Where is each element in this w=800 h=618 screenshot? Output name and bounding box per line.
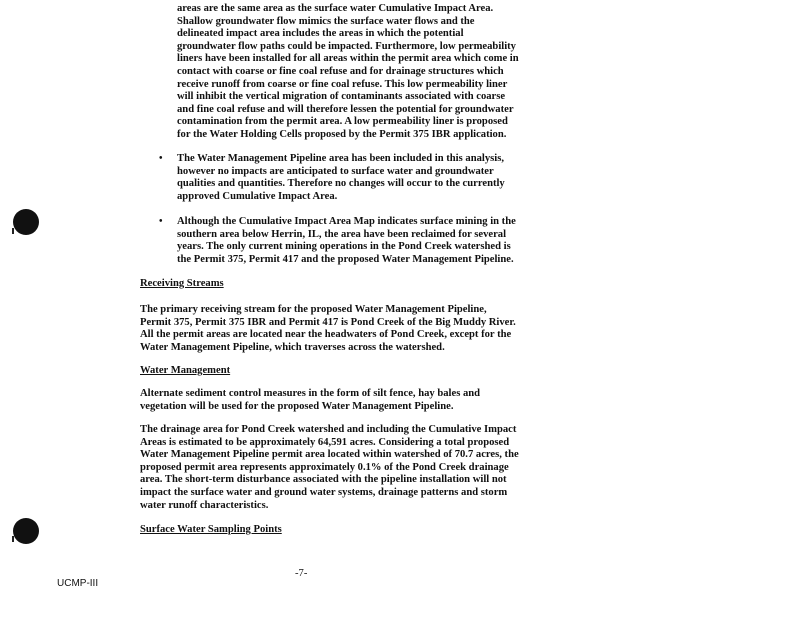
text-line: groundwater flow paths could be impacted. Furthermore, low permeability bbox=[177, 40, 516, 52]
water-management-paragraph-2 bbox=[140, 424, 519, 512]
bullet-marker: • bbox=[159, 153, 163, 164]
text-line: water runoff characteristics. bbox=[140, 499, 269, 511]
receiving-streams-heading: Receiving Streams bbox=[140, 278, 224, 289]
text-line: areas are the same area as the surface water Cumulative Impact Area. bbox=[177, 3, 494, 14]
text-line: Water Management Pipeline, which traverses across the watershed. bbox=[140, 341, 445, 353]
text-line: liners have been installed for all areas within the permit area which come in bbox=[177, 53, 519, 65]
punch-hole-bottom bbox=[13, 518, 39, 544]
text-line: proposed permit area represents approximately 0.1% of the Pond Creek drainage bbox=[140, 461, 509, 473]
intro-paragraph bbox=[177, 3, 519, 142]
receiving-streams-paragraph bbox=[140, 304, 516, 354]
text-line: impact the surface water and ground water systems, drainage patterns and storm bbox=[140, 486, 508, 498]
text-line: vegetation will be used for the proposed Water Management Pipeline. bbox=[140, 400, 454, 412]
text-line: qualities and quantities. Therefore no changes will occur to the currently bbox=[177, 178, 505, 190]
text-line: The drainage area for Pond Creek watershed and including the Cumulative Impact bbox=[140, 424, 517, 435]
text-line: The Water Management Pipeline area has been included in this analysis, bbox=[177, 153, 504, 164]
text-line: contamination from the permit area. A low permeability liner is proposed bbox=[177, 116, 508, 128]
surface-water-sampling-heading: Surface Water Sampling Points bbox=[140, 524, 282, 535]
text-line: area. The short-term disturbance associated with the pipeline installation will not bbox=[140, 474, 507, 486]
water-management-heading: Water Management bbox=[140, 365, 231, 376]
text-line: however no impacts are anticipated to surface water and groundwater bbox=[177, 165, 494, 177]
bullet-item-surface-mining bbox=[177, 216, 516, 266]
document-id: UCMP-III bbox=[57, 578, 99, 589]
bullet-item-pipeline bbox=[177, 153, 505, 203]
text-line: and fine coal refuse and will therefore lessen the potential for groundwater bbox=[177, 103, 514, 115]
text-line: Shallow groundwater flow mimics the surface water flows and the bbox=[177, 15, 475, 27]
scan-mark-top bbox=[12, 228, 14, 234]
text-line: the Permit 375, Permit 417 and the proposed Water Management Pipeline. bbox=[177, 253, 514, 265]
text-line: All the permit areas are located near the headwaters of Pond Creek, except for the bbox=[140, 329, 512, 341]
water-management-paragraph-1 bbox=[140, 388, 480, 413]
text-line: The primary receiving stream for the proposed Water Management Pipeline, bbox=[140, 304, 487, 315]
text-line: years. The only current mining operations in the Pond Creek watershed is bbox=[177, 241, 511, 253]
text-line: contact with coarse or fine coal refuse and for drainage structures which bbox=[177, 65, 504, 77]
page-number: -7- bbox=[295, 568, 308, 579]
text-line: Areas is estimated to be approximately 64,591 acres. Considering a total proposed bbox=[140, 436, 510, 448]
scan-mark-bottom bbox=[12, 536, 14, 542]
text-line: will inhibit the vertical migration of contaminants associated with coarse bbox=[177, 91, 506, 103]
bullet-marker: • bbox=[159, 216, 163, 227]
text-line: delineated impact area includes the areas in which the potential bbox=[177, 28, 464, 40]
text-line: southern area below Herrin, IL, the area have been reclaimed for several bbox=[177, 228, 507, 240]
text-line: Permit 375, Permit 375 IBR and Permit 417 is Pond Creek of the Big Muddy River. bbox=[140, 316, 516, 328]
punch-hole-top bbox=[13, 209, 39, 235]
text-line: Water Management Pipeline permit area located within watershed of 70.7 acres, the bbox=[140, 449, 519, 461]
text-line: Although the Cumulative Impact Area Map indicates surface mining in the bbox=[177, 216, 516, 227]
text-line: receive runoff from coarse or fine coal refuse. This low permeability liner bbox=[177, 78, 508, 90]
text-line: Alternate sediment control measures in the form of silt fence, hay bales and bbox=[140, 388, 481, 399]
text-line: approved Cumulative Impact Area. bbox=[177, 190, 338, 202]
text-line: for the Water Holding Cells proposed by the Permit 375 IBR application. bbox=[177, 128, 507, 140]
